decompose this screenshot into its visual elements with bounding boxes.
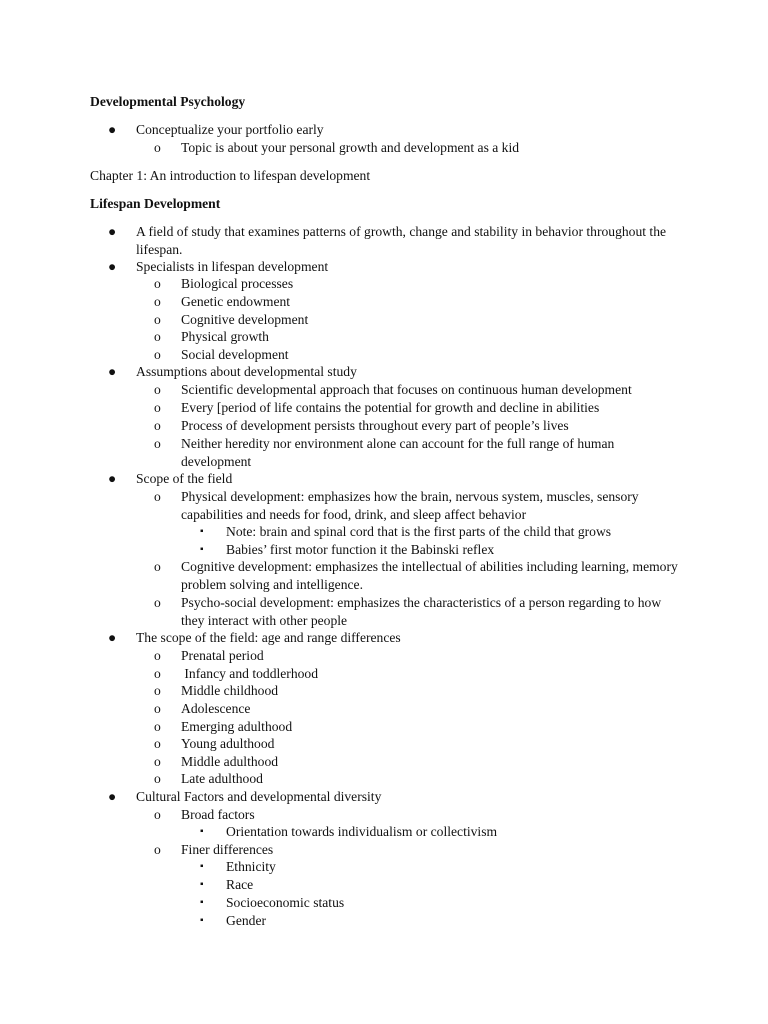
bullet-icon: ▪ <box>200 915 204 926</box>
document-page: Developmental Psychology ● Conceptualize your portfolio early o Topic is about your personal growth and development as a kid Chapter 1: An introduction to lifespan development Lifespan Development ● A field of study that examines patterns of growth, change and stability in behavior throughout the lifespan. ● Specialists in lifespan development o Biological processes o Genetic endowment o Cognitive development o Physical growth o Social development ● Assumptions about developmental study o Scientific developmental approach that focuses on continuous human development o Every [period of life contains the potential for growth and decline in abilities o Process of development persists throughout every part of people’s lives o Neither heredity nor environment alone can account for the full range of human development ● Scope of the field o Physical development: emphasizes how the brain, nervous system, muscles, sensory capabilities and needs for food, drink, and sleep affect behavior ▪ Note: brain and spinal cord that is the first parts of the child that grows ▪ Babies’ first motor function it the Babinski reflex o Cognitive development: emphasizes the intellectual of abilities including learning, memory problem solving and intelligence. o Psycho-social development: emphasizes the characteristics of a person regarding to how they interact with other people ● The scope of the field: age and range differences o Prenatal period o Infancy and toddlerhood o Middle childhood o Adolescence o Emerging adulthood o Young adulthood o Middle adulthood o Late adulthood ● Cultural Factors and developmental diversity o Broad factors ▪ Orientation towards individualism or collectivism o Finer differences ▪ Ethnicity ▪ Race ▪ Socioeconomic status ▪ Gender <box>90 94 678 928</box>
bullet-icon: o <box>154 489 161 504</box>
bullet-icon: o <box>154 140 161 155</box>
bullet-icon: o <box>154 666 161 681</box>
bullet-icon: ▪ <box>200 826 204 837</box>
bullet-icon: o <box>154 736 161 751</box>
bullet-icon: o <box>154 754 161 769</box>
bullet-icon: ▪ <box>200 526 204 537</box>
bullet-icon: o <box>154 771 161 786</box>
bullet-icon: o <box>154 595 161 610</box>
bullet-icon: o <box>154 842 161 857</box>
bullet-icon: o <box>154 329 161 344</box>
bullet-icon: o <box>154 559 161 574</box>
bullet-icon: o <box>154 276 161 291</box>
bullet-icon: o <box>154 418 161 433</box>
bullet-icon: ▪ <box>200 544 204 555</box>
bullet-icon: ● <box>108 471 117 486</box>
bullet-icon: o <box>154 400 161 415</box>
bullet-icon: ● <box>108 789 117 804</box>
bullet-icon: o <box>154 683 161 698</box>
bullet-icon: o <box>154 436 161 451</box>
bullet-icon: ▪ <box>200 879 204 890</box>
bullet-icon: o <box>154 648 161 663</box>
bullet-icon: o <box>154 347 161 362</box>
bullet-icon: ● <box>108 122 117 137</box>
section-heading: Lifespan Development <box>90 196 221 211</box>
bullet-icon: ● <box>108 364 117 379</box>
bullet-icon: ● <box>108 224 117 239</box>
bullet-icon: o <box>154 807 161 822</box>
bullet-icon: ● <box>108 259 117 274</box>
bullet-icon: ▪ <box>200 897 204 908</box>
doc-title: Developmental Psychology <box>90 94 246 109</box>
chapter-heading: Chapter 1: An introduction to lifespan development <box>90 168 371 183</box>
bullet-icon: ▪ <box>200 861 204 872</box>
bullet-icon: ● <box>108 630 117 645</box>
bullet-icon: o <box>154 382 161 397</box>
bullet-icon: o <box>154 701 161 716</box>
bullet-icon: o <box>154 312 161 327</box>
bullet-icon: o <box>154 719 161 734</box>
bullet-icon: o <box>154 294 161 309</box>
